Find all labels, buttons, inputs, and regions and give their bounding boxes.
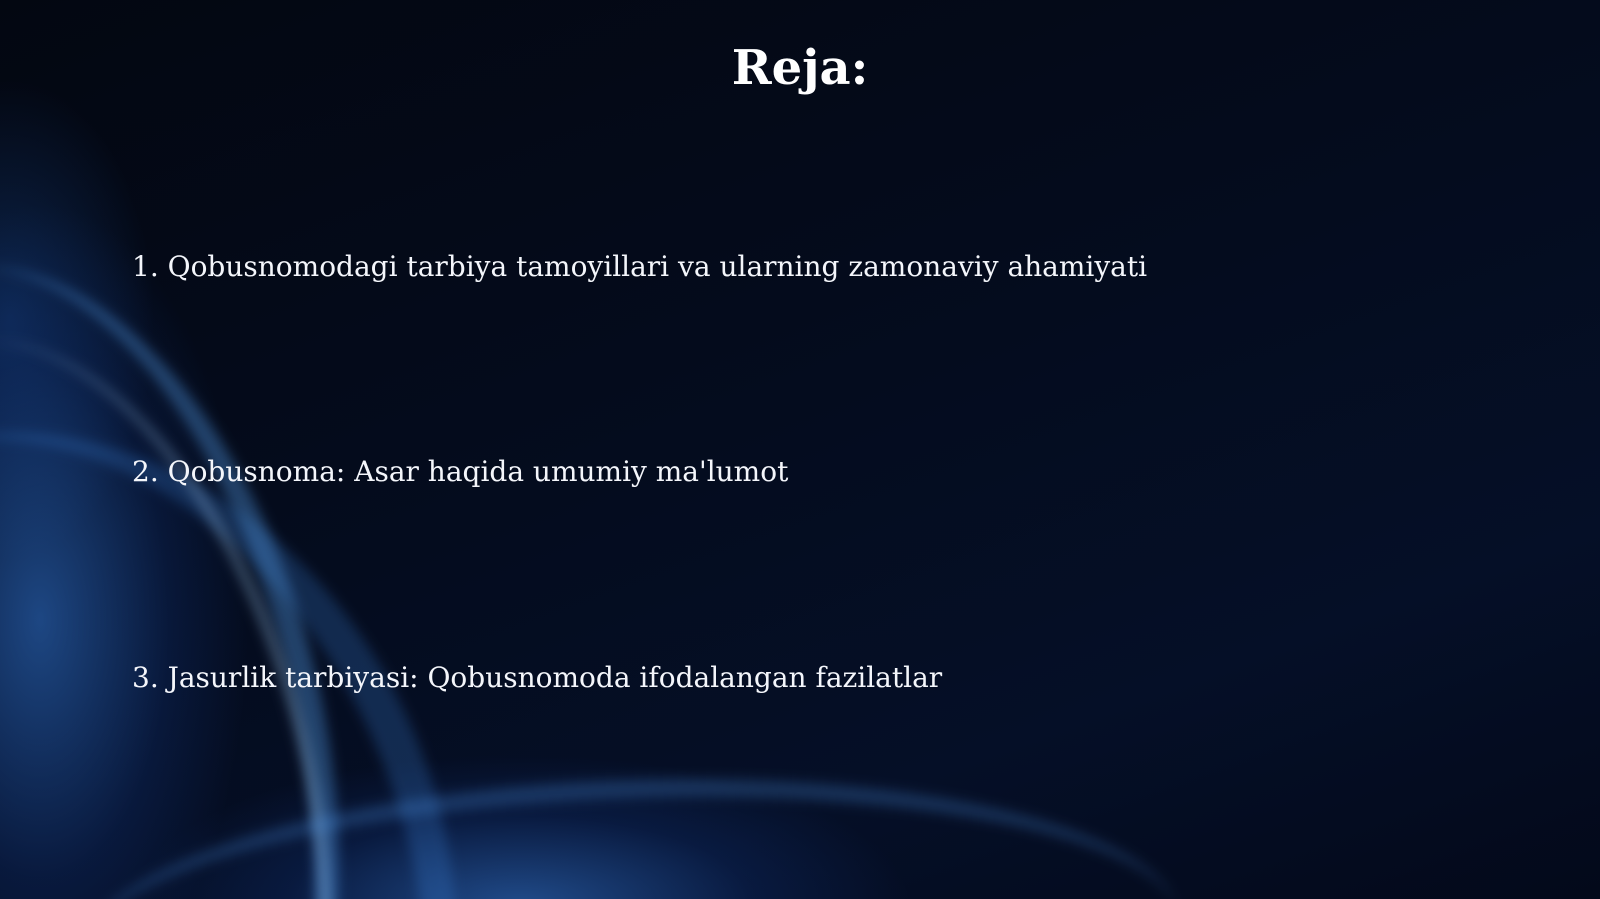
plan-item-3: 3. Jasurlik tarbiyasi: Qobusnomoda ifodalangan fazilatlar xyxy=(132,661,943,694)
background-glow-streak xyxy=(75,761,1185,899)
plan-item-2: 2. Qobusnoma: Asar haqida umumiy ma'lumot xyxy=(132,455,789,488)
background-glow-streak xyxy=(0,306,596,899)
background-glow-streak xyxy=(0,214,422,899)
background-glow-streak xyxy=(0,283,418,899)
plan-item-1: 1. Qobusnomodagi tarbiya tamoyillari va ularning zamonaviy ahamiyati xyxy=(132,250,1148,283)
slide-title: Reja: xyxy=(731,40,869,96)
